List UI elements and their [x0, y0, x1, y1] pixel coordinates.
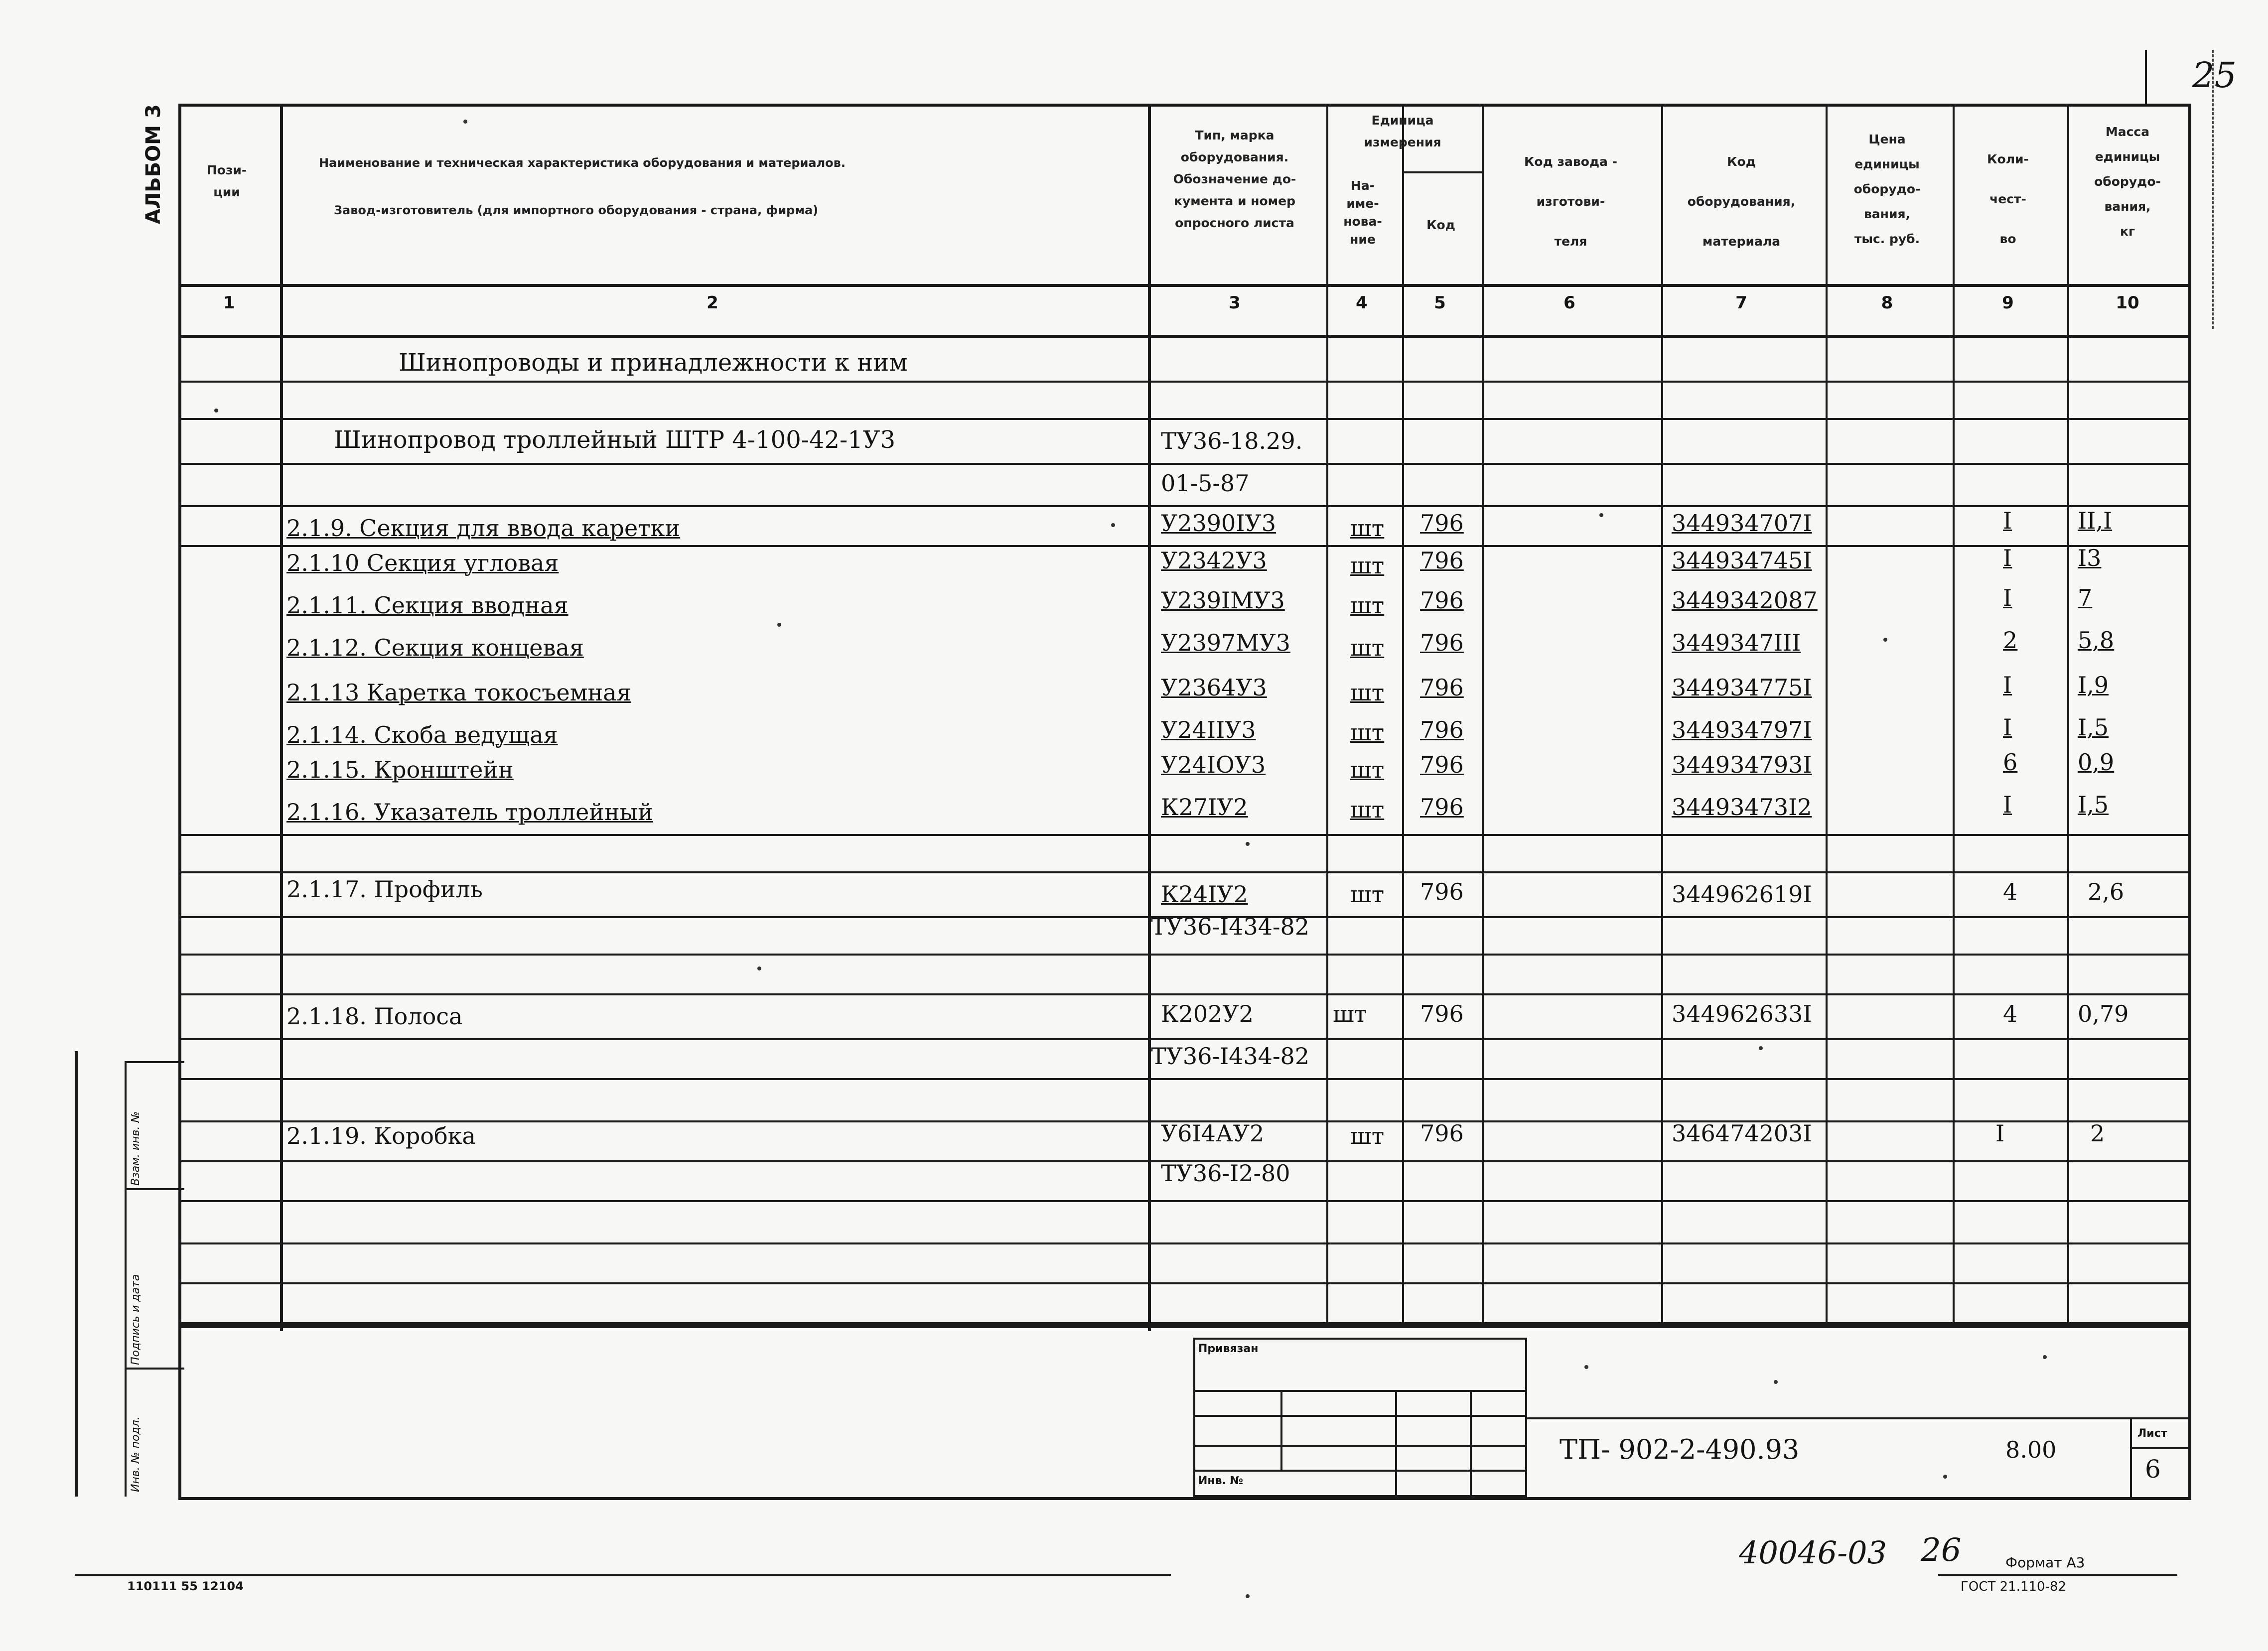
row-qty: 6 [2003, 749, 2018, 776]
row-unit: шт [1350, 796, 1385, 823]
row-type: У2390IУ3 [1161, 510, 1276, 537]
binding-col [1395, 1390, 1397, 1497]
row-qty: 4 [2003, 878, 2018, 905]
row-mass: 2 [2090, 1120, 2105, 1147]
row-type: У24IOУ3 [1161, 751, 1266, 778]
row-mass: I,5 [2078, 791, 2109, 818]
scan-speck [1883, 638, 1887, 642]
busbar-doc-2: 01-5-87 [1161, 470, 1250, 497]
header-col7: Код оборудования, материала [1687, 154, 1796, 249]
scan-speck [2043, 1355, 2047, 1359]
colnum-bottom-line [181, 335, 2189, 338]
header-bottom-line [181, 284, 2189, 287]
scan-speck [757, 966, 761, 970]
binding-label: Привязан [1198, 1343, 1259, 1355]
row-line [181, 1282, 2189, 1284]
row-code: 344962633I [1672, 1000, 1812, 1027]
doc-suffix: 8.00 [2005, 1436, 2057, 1463]
row-unit-code: 796 [1420, 510, 1464, 537]
scan-speck [1774, 1380, 1778, 1384]
col-line [1402, 107, 1404, 1327]
row-mass: 7 [2078, 584, 2093, 611]
row-line [181, 1242, 2189, 1244]
row-qty: I [2003, 714, 2012, 741]
album-label: АЛЬБОМ 3 [142, 104, 165, 224]
binding-line [1193, 1415, 1527, 1417]
row-qty: I [2003, 584, 2012, 611]
side-stamp-line [125, 1061, 184, 1063]
scan-speck [1111, 523, 1115, 527]
row-mass: 0,79 [2078, 1000, 2129, 1027]
row-code: 344934775I [1672, 674, 1812, 701]
col-line [280, 107, 283, 1331]
row-mass: I,9 [2078, 672, 2109, 698]
binding-line [1193, 1470, 1527, 1472]
row-qty: I [2003, 672, 2012, 698]
sheet-number: 6 [2145, 1455, 2161, 1484]
header-col5: Код [1426, 218, 1455, 232]
row-code: 3449342087 [1672, 587, 1818, 614]
scan-speck [1599, 513, 1603, 517]
row-unit-code: 796 [1420, 547, 1464, 574]
colnum-7: 7 [1735, 293, 1747, 313]
col-line [1326, 107, 1328, 1327]
row-code: 3449347III [1672, 629, 1801, 656]
binding-col [1280, 1390, 1282, 1470]
side-stamp-original: Инв. № подл. [130, 1416, 142, 1492]
row-code: 344934707I [1672, 510, 1812, 537]
row-qty: I [2003, 791, 2012, 818]
header-col9: Коли- чест- во [1987, 152, 2029, 246]
row-unit-code: 796 [1420, 629, 1464, 656]
side-stamp-box [75, 1051, 182, 1497]
row-type: У2364У3 [1161, 674, 1267, 701]
row-type: У239IМУ3 [1161, 587, 1285, 614]
row-name: 2.1.16. Указатель троллейный [286, 799, 653, 826]
lower-frame-bottom [178, 1497, 2191, 1500]
header-col1: Пози- ции [206, 163, 247, 199]
header-col8: Цена единицы оборудо- вания, тыс. руб. [1853, 132, 1921, 246]
row-line [181, 381, 2189, 383]
side-stamp-divider [125, 1061, 127, 1497]
row-name: 2.1.14. Скоба ведущая [286, 721, 558, 748]
colnum-8: 8 [1881, 293, 1893, 313]
row-line [181, 505, 2189, 507]
scan-speck [1584, 1365, 1588, 1369]
page-bottom-rule [75, 1574, 1171, 1576]
header-col2-line1: Наименование и техническая характеристика оборудования и материалов. [319, 156, 846, 170]
row-unit: шт [1350, 634, 1385, 661]
header-col45: Единица измерения [1364, 113, 1441, 149]
row-qty: I [1995, 1120, 2005, 1147]
row-mass: 5,8 [2078, 627, 2115, 654]
col-line [1148, 107, 1151, 1331]
header-col3: Тип, марка оборудования. Обозначение до- кумента и номер опросного листа [1173, 128, 1296, 230]
colnum-4: 4 [1356, 293, 1368, 313]
row-line [181, 1322, 2189, 1325]
row-line [181, 1038, 2189, 1040]
gost-standard: ГОСТ 21.110-82 [1961, 1579, 2067, 1594]
colnum-2: 2 [707, 293, 718, 313]
row-unit-code: 796 [1420, 1000, 1464, 1027]
colnum-5: 5 [1434, 293, 1446, 313]
scan-speck [1246, 1594, 1250, 1598]
colnum-1: 1 [223, 293, 235, 313]
row-name: 2.1.11. Секция вводная [286, 592, 568, 619]
row-code: 346474203I [1672, 1120, 1812, 1147]
col-line [1953, 107, 1955, 1327]
row-name: 2.1.17. Профиль [286, 876, 483, 903]
row-unit: шт [1350, 679, 1385, 706]
side-stamp-line [125, 1368, 184, 1370]
scan-speck [463, 120, 467, 124]
row-code: 344962619I [1672, 881, 1812, 908]
sheet-box-line [2130, 1447, 2190, 1449]
binding-block-frame [1193, 1338, 1527, 1497]
col-line [1826, 107, 1828, 1327]
row-type-doc: ТУ36-I434-82 [1151, 913, 1310, 940]
row-line [181, 993, 2189, 995]
row-unit: шт [1350, 756, 1385, 783]
row-line [181, 418, 2189, 420]
row-line [181, 834, 2189, 836]
row-line [181, 463, 2189, 465]
paper-format: Формат А3 [2005, 1554, 2085, 1571]
row-unit: шт [1350, 881, 1385, 908]
row-mass: 0,9 [2078, 749, 2115, 776]
colnum-3: 3 [1229, 293, 1241, 313]
row-qty: 2 [2003, 627, 2018, 654]
scan-speck [777, 623, 781, 627]
binding-line [1193, 1445, 1527, 1447]
side-stamp-line [125, 1188, 184, 1190]
row-mass: 2,6 [2088, 878, 2125, 905]
corner-mark-line [2145, 50, 2147, 105]
row-code: 344934745I [1672, 547, 1812, 574]
row-line [181, 871, 2189, 873]
row-type: К27IУ2 [1161, 794, 1248, 821]
col-line [2067, 107, 2069, 1327]
row-type-doc: ТУ36-I2-80 [1161, 1160, 1290, 1187]
col-line [1661, 107, 1663, 1327]
row-type-doc: ТУ36-I434-82 [1151, 1043, 1310, 1070]
row-unit-code: 796 [1420, 587, 1464, 614]
row-unit: шт [1350, 1122, 1385, 1149]
busbar-doc-1: ТУ36-18.29. [1161, 427, 1303, 454]
colnum-6: 6 [1563, 293, 1575, 313]
row-line [181, 1200, 2189, 1202]
format-rule [1938, 1574, 2177, 1576]
colnum-10: 10 [2116, 293, 2139, 313]
side-stamp-signature: Подпись и дата [130, 1274, 142, 1365]
row-unit: шт [1350, 515, 1385, 542]
row-qty: I [2003, 507, 2012, 534]
header-col6: Код завода - изготови- теля [1524, 154, 1618, 249]
lower-frame-right [2188, 1325, 2191, 1500]
row-unit-code: 796 [1420, 751, 1464, 778]
row-mass: II,I [2078, 507, 2113, 534]
scan-speck [1943, 1475, 1947, 1479]
col-line [1482, 107, 1484, 1327]
row-qty: I [2003, 545, 2012, 571]
row-code: 344934793I [1672, 751, 1812, 778]
row-type: У6I4АУ2 [1161, 1120, 1265, 1147]
row-unit-code: 796 [1420, 674, 1464, 701]
header-col2-line2: Завод-изготовитель (для импортного оборудования - страна, фирма) [334, 203, 819, 217]
doc-code-top-line [1527, 1417, 2190, 1419]
row-unit-code: 796 [1420, 878, 1464, 905]
doc-code: ТП- 902-2-490.93 [1559, 1434, 1800, 1465]
binding-line [1193, 1390, 1527, 1392]
row-line [181, 954, 2189, 956]
corner-mark-line-right [2212, 50, 2214, 329]
row-name: 2.1.10 Секция угловая [286, 550, 559, 576]
scan-speck [1759, 1046, 1763, 1050]
bottom-left-code: 110111 55 12104 [127, 1579, 244, 1593]
row-unit: шт [1350, 719, 1385, 746]
inventory-label: Инв. № [1198, 1475, 1244, 1487]
sheet-box-divider [2130, 1417, 2132, 1497]
handwritten-archive-code: 40046-03 [1739, 1534, 1887, 1571]
row-line [181, 1078, 2189, 1080]
row-name: 2.1.13 Каретка токосъемная [286, 679, 631, 706]
row-name: 2.1.15. Кронштейн [286, 756, 514, 783]
row-unit-code: 796 [1420, 1120, 1464, 1147]
row-mass: I,5 [2078, 714, 2109, 741]
row-code: 344934797I [1672, 716, 1812, 743]
row-code: 34493473I2 [1672, 794, 1812, 821]
row-name: 2.1.9. Секция для ввода каретки [286, 515, 681, 542]
row-qty: 4 [2003, 1000, 2018, 1027]
colnum-9: 9 [2002, 293, 2014, 313]
handwritten-page-number: 26 [1921, 1532, 1962, 1569]
busbar-title: Шинопровод троллейный ШТР 4-100-42-1У3 [334, 426, 896, 454]
side-stamp-replaced: Взам. инв. № [130, 1111, 142, 1186]
row-type: У24IIУ3 [1161, 716, 1256, 743]
row-name: 2.1.18. Полоса [286, 1003, 463, 1030]
binding-col [1470, 1390, 1472, 1497]
section-title: Шинопроводы и принадлежности к ним [399, 349, 908, 377]
unit-group-line [1402, 171, 1482, 173]
row-type: У2342У3 [1161, 547, 1267, 574]
row-type: К202У2 [1161, 1000, 1254, 1027]
sheet-label: Лист [2137, 1427, 2167, 1440]
row-type: У2397МУ3 [1161, 629, 1290, 656]
row-unit: шт [1333, 1000, 1367, 1027]
row-unit-code: 796 [1420, 794, 1464, 821]
row-unit-code: 796 [1420, 716, 1464, 743]
row-mass: I3 [2078, 545, 2102, 571]
header-col10: Масса единицы оборудо- вания, кг [2094, 125, 2161, 239]
scan-speck [214, 409, 218, 413]
row-name: 2.1.19. Коробка [286, 1122, 476, 1149]
scan-speck [1246, 842, 1250, 846]
row-name: 2.1.12. Секция концевая [286, 634, 584, 661]
row-unit: шт [1350, 552, 1385, 579]
header-col4: На- име- нова- ние [1343, 178, 1382, 247]
row-unit: шт [1350, 592, 1385, 619]
row-type: К24IУ2 [1161, 881, 1248, 908]
corner-page-number: 25 [2192, 55, 2237, 96]
